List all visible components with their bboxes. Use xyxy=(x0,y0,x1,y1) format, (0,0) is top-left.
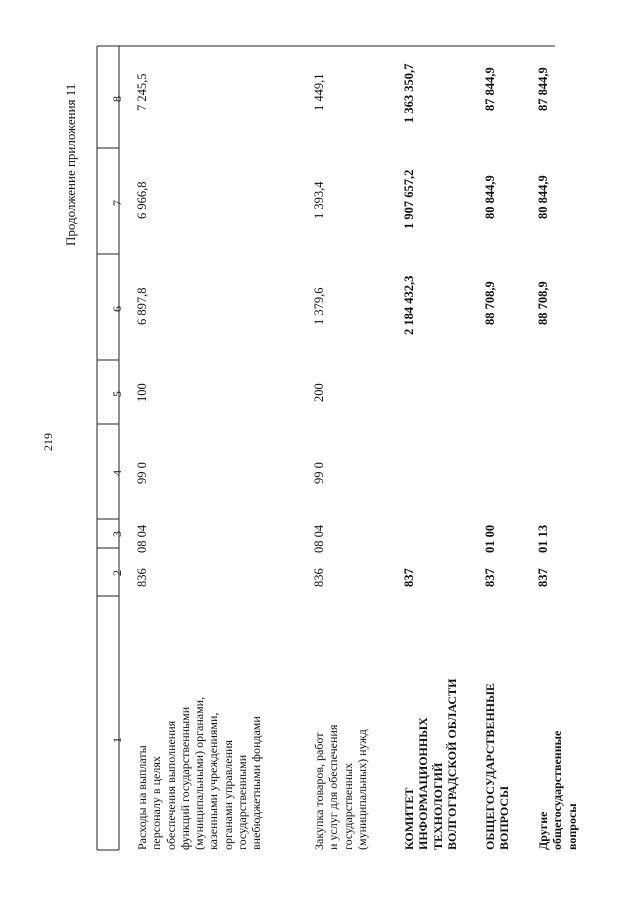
table-row-2-c6: 1 379,6 xyxy=(312,287,326,325)
table-row-2-c3: 08 04 xyxy=(312,524,326,553)
table-row-3-c7: 1 907 657,2 xyxy=(402,169,416,229)
table-row-5-name: Другие общегосударственные вопросы xyxy=(536,730,579,850)
table-row-2-c2: 836 xyxy=(312,568,326,587)
table-row-3-c6: 2 184 432,3 xyxy=(402,275,416,335)
table-row-5-c8: 87 844,9 xyxy=(536,67,550,111)
continuation-caption: Продолжение приложения 11 xyxy=(63,83,78,246)
table-row-4-name: ОБЩЕГОСУДАРСТВЕННЫЕ ВОПРОСЫ xyxy=(483,683,512,850)
table-row-4-c3: 01 00 xyxy=(483,524,497,553)
table-row-5-c2: 837 xyxy=(536,568,550,587)
table-row-1-c5: 100 xyxy=(135,383,149,402)
table-row-1-c7: 6 966,8 xyxy=(135,181,149,219)
table-row-1-name: Расходы на выплаты персоналу в целях обеспечения выполнения функций государственными (муниципальными) органами, казенными учреждениями, органами управления государственными внебюджетными фондами xyxy=(135,696,264,850)
header-col-2: 2 xyxy=(110,570,124,576)
header-col-7: 7 xyxy=(110,200,124,206)
table-row-1-c3: 08 04 xyxy=(135,524,149,553)
header-col-5: 5 xyxy=(110,391,124,397)
header-col-8: 8 xyxy=(110,96,124,102)
table-row-4-c8: 87 844,9 xyxy=(483,67,497,111)
table-row-4-c7: 80 844,9 xyxy=(483,175,497,219)
header-col-3: 3 xyxy=(110,531,124,537)
table-row-4-c6: 88 708,9 xyxy=(483,281,497,325)
table-row-3-c8: 1 363 350,7 xyxy=(402,63,416,123)
header-col-6: 6 xyxy=(110,306,124,312)
header-col-1: 1 xyxy=(110,737,124,743)
table-row-5-c3: 01 13 xyxy=(536,524,550,553)
table-row-2-c7: 1 393,4 xyxy=(312,181,326,219)
table-row-3-c2: 837 xyxy=(402,568,416,587)
table-row-1-c8: 7 245,5 xyxy=(135,73,149,111)
table-row-2-c8: 1 449,1 xyxy=(312,73,326,111)
table-row-5-c7: 80 844,9 xyxy=(536,175,550,219)
table-row-1-c4: 99 0 xyxy=(135,462,149,484)
table-row-2-c4: 99 0 xyxy=(312,462,326,484)
table-row-2-name: Закупка товаров, работ и услуг для обеспечения государственных (муниципальных) нужд xyxy=(312,724,369,850)
table-row-2-c5: 200 xyxy=(312,383,326,402)
table-row-1-c2: 836 xyxy=(135,568,149,587)
table-row-4-c2: 837 xyxy=(483,568,497,587)
header-col-4: 4 xyxy=(110,470,124,476)
table-row-1-c6: 6 897,8 xyxy=(135,287,149,325)
page-number: 219 xyxy=(41,433,55,451)
table-row-3-name: КОМИТЕТ ИНФОРМАЦИОННЫХ ТЕХНОЛОГИЙ ВОЛГОГРАДСКОЙ ОБЛАСТИ xyxy=(402,678,459,850)
table-row-5-c6: 88 708,9 xyxy=(536,281,550,325)
